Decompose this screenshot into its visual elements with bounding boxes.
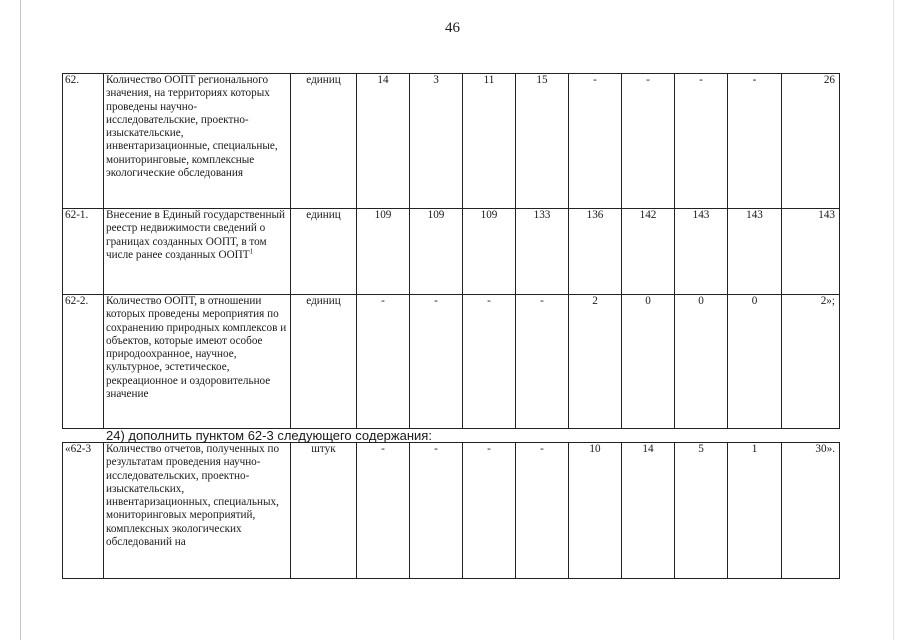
value-cell: 0 — [675, 295, 728, 429]
footnote-mark: 1 — [249, 247, 254, 256]
table-row — [63, 74, 840, 209]
value-cell: 109 — [357, 209, 410, 295]
row-number: «62-3 — [63, 443, 104, 579]
row-number: 62-2. — [63, 295, 104, 429]
value-cell: - — [357, 443, 410, 579]
value-cell: 3 — [410, 74, 463, 209]
value-cell: 2 — [569, 295, 622, 429]
indicator-name — [104, 209, 291, 295]
scan-edge-right — [893, 0, 894, 640]
value-cell: - — [463, 295, 516, 429]
new-indicator-table — [62, 442, 840, 579]
value-cell: 143 — [782, 209, 840, 295]
value-cell: 0 — [622, 295, 675, 429]
value-cell: 15 — [516, 74, 569, 209]
unit-cell: единиц — [291, 74, 357, 209]
value-cell: - — [463, 443, 516, 579]
value-cell: - — [410, 295, 463, 429]
table-row — [63, 295, 840, 429]
value-cell: 133 — [516, 209, 569, 295]
value-cell: 143 — [675, 209, 728, 295]
table-row — [63, 443, 840, 579]
indicator-name-text: Внесение в Единый государственный реестр недвижимости сведений о границах созданных ООПТ, в том числе ранее созданных ООПТ — [106, 209, 286, 261]
value-cell: - — [728, 74, 782, 209]
value-cell: - — [357, 295, 410, 429]
value-cell: - — [410, 443, 463, 579]
value-cell: 109 — [463, 209, 516, 295]
indicator-name: Количество отчетов, полученных по результатам проведения научно-исследовательских, проектно-изыскательских, инвентаризационных, специальных, мониторинговых мероприятий, комплексных экологических обследований на — [104, 443, 291, 579]
page-number: 46 — [445, 20, 460, 36]
value-cell: 136 — [569, 209, 622, 295]
amendment-heading: 24) дополнить пунктом 62-3 следующего содержания: — [106, 428, 432, 443]
indicator-name: Количество ООПТ, в отношении которых проведены мероприятия по сохранению природных комплексов и объектов, которые имеют особое природоохранное, научное, культурное, эстетическое, рекреационное и оздоровительное значение — [104, 295, 291, 429]
table-row — [63, 209, 840, 295]
value-cell: - — [516, 295, 569, 429]
scan-edge-left — [20, 0, 21, 640]
value-cell: 5 — [675, 443, 728, 579]
value-cell: 11 — [463, 74, 516, 209]
value-cell: - — [675, 74, 728, 209]
value-cell: - — [622, 74, 675, 209]
value-cell: 1 — [728, 443, 782, 579]
unit-cell: единиц — [291, 295, 357, 429]
value-cell: 2»; — [782, 295, 840, 429]
value-cell: 10 — [569, 443, 622, 579]
value-cell: - — [516, 443, 569, 579]
indicator-name: Количество ООПТ регионального значения, на территориях которых проведены научно-исследовательские, проектно-изыскательские, инвентаризационные, специальные, мониторинговые, комплексные экологические обследования — [104, 74, 291, 209]
value-cell: 26 — [782, 74, 840, 209]
value-cell: - — [569, 74, 622, 209]
unit-cell: штук — [291, 443, 357, 579]
value-cell: 30». — [782, 443, 840, 579]
value-cell: 142 — [622, 209, 675, 295]
value-cell: 0 — [728, 295, 782, 429]
value-cell: 14 — [357, 74, 410, 209]
value-cell: 14 — [622, 443, 675, 579]
value-cell: 109 — [410, 209, 463, 295]
row-number: 62-1. — [63, 209, 104, 295]
value-cell: 143 — [728, 209, 782, 295]
unit-cell: единиц — [291, 209, 357, 295]
row-number: 62. — [63, 74, 104, 209]
indicators-table — [62, 73, 840, 429]
